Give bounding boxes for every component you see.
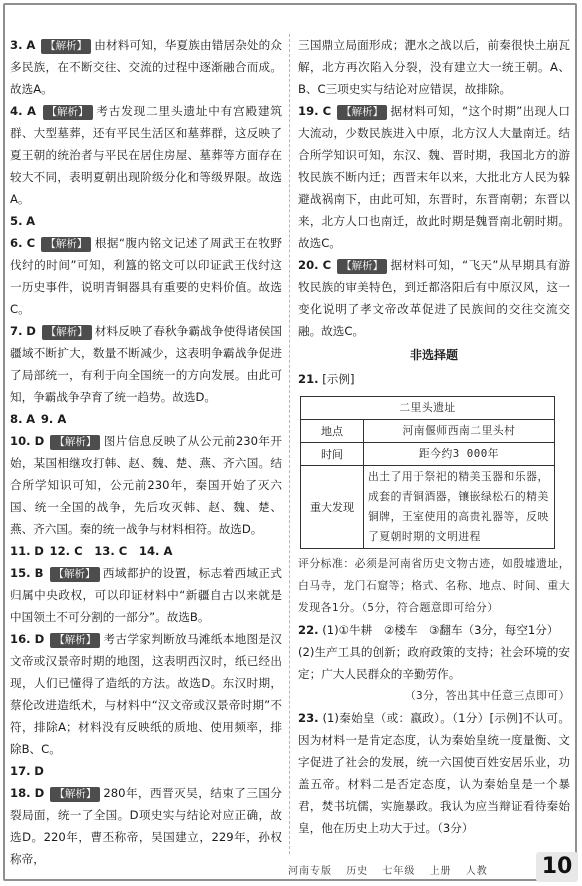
answer-item-18-continued <box>298 34 570 100</box>
answer-letter: B <box>34 566 44 580</box>
table-cell-key: 时间 <box>301 443 364 466</box>
answer-text: 图片信息反映了从公元前230年开始，某国相继攻打韩、赵、魏、楚、燕、齐六国。结合所学知识可知，公元前230年，秦国开始了灭六国、统一全国的战争，先后攻灭韩、赵、魏、楚、燕、齐六国。秦的统一战争与材料相符。故选D。 <box>10 434 283 536</box>
answer-letter: D <box>34 434 45 448</box>
answer-text: 考古学家判断放马滩纸本地图是汉文帝或汉景帝时期的地图，这表明西汉时，纸已经出现，人们已懂得了造纸的方法。故选D。东汉时期，蔡伦改进造纸术，与材料中“汉文帝或汉景帝时期”不符，排除A；材料没有反映纸的质地、使用频率，排除B、C。 <box>10 632 282 756</box>
answer-item-22-part2 <box>298 641 570 685</box>
answer-letter: D <box>26 324 36 338</box>
right-column <box>298 34 570 839</box>
grade-label: 七年级 <box>382 866 416 877</box>
answer-text: (2)生产工具的创新；政府政策的支持；社会环境的安定；广大人民群众的辛勤劳作。 <box>298 645 570 681</box>
answer-text: (1)①牛耕 ②楼车 ③翻车（3分，每空1分） <box>322 623 559 637</box>
answer-text: 280年，西晋灭吴，结束了三国分裂局面，统一了全国。D项史实与结论对应正确，故选D。220年，曹丕称帝，吴国建立，229年，孙权称帝， <box>10 786 282 866</box>
answer-letter: A <box>26 38 36 52</box>
book-info <box>288 862 488 877</box>
answer-item-20 <box>298 254 570 342</box>
publisher-label: 人教 <box>465 866 488 877</box>
question-number: 15. <box>10 566 31 580</box>
answer-letter: C <box>26 236 36 250</box>
answer-text: 9. A <box>40 412 67 426</box>
answer-text: 三国鼎立局面形成；淝水之战以后，前秦很快土崩瓦解，北方再次陷入分裂，没有建立大一统王朝。A、B、C三项史实与结论对应错误，故排除。 <box>298 38 570 96</box>
table-cell-value: 距今约3 000年 <box>364 443 555 466</box>
answer-text: 考古发现二里头遗址中有宫殿建筑群、大型墓葬，还有平民生活区和墓葬群，这反映了夏王朝的统治者与平民在居住房屋、墓葬等方面存在较大不同，表明夏朝出现阶级分化和等级界限。故选A。 <box>10 104 282 206</box>
table-cell-key: 重大发现 <box>301 466 364 549</box>
table-cell-key: 地点 <box>301 420 364 443</box>
question-number: 22. <box>298 623 319 637</box>
question-number: 8. <box>10 412 23 426</box>
answer-item-5 <box>10 210 282 232</box>
answer-item-8-9 <box>10 408 282 430</box>
answer-item-16 <box>10 628 282 760</box>
question-number: 17. <box>10 764 31 778</box>
analysis-tag: 【解析】 <box>50 435 100 450</box>
answer-item-18 <box>10 782 282 870</box>
analysis-tag: 【解析】 <box>50 787 100 802</box>
answer-item-6 <box>10 232 282 320</box>
answer-text: 西域都护的设置，标志着西域正式归属中央政权，可以印证材料中“新疆自古以来就是中国领土不可分割的一部分”。故选B。 <box>10 566 282 624</box>
analysis-tag: 【解析】 <box>50 567 100 582</box>
answer-item-17 <box>10 760 282 782</box>
answer-letter: A <box>26 214 36 228</box>
question-number: 18. <box>10 786 31 800</box>
scoring-standard <box>298 553 570 619</box>
table-cell-value: 河南偃师西南二里头村 <box>364 420 555 443</box>
question-number: 23. <box>298 711 319 725</box>
answer-item-3 <box>10 34 282 100</box>
answer-letter: A <box>27 104 36 118</box>
question-number: 11. <box>10 544 31 558</box>
column-divider <box>289 34 290 854</box>
answer-letter: D <box>34 786 45 800</box>
analysis-tag: 【解析】 <box>42 325 92 340</box>
analysis-tag: 【解析】 <box>337 259 387 274</box>
answer-item-22 <box>298 619 570 641</box>
answer-text: 根据“腹内铭文记述了周武王在牧野伐纣的时间”可知，利簋的铭文可以印证武王伐纣这一历史事件，说明青铜器具有重要的史料价值。故选C。 <box>10 236 282 316</box>
answer-text: 12. C 13. C 14. A <box>49 544 173 558</box>
analysis-tag: 【解析】 <box>41 237 91 252</box>
answer-text: 由材料可知，华夏族由错居杂处的众多民族，在不断交往、交流的过程中逐渐融合而成。故选A。 <box>10 38 283 96</box>
answer-item-11-14 <box>10 540 282 562</box>
answer-item-7 <box>10 320 282 408</box>
answer-text: 材料反映了春秋争霸战争使得诸侯国疆域不断扩大，数量不断减少，这表明争霸战争促进了局部统一，有利于向全国统一的方向发展。由此可知，争霸战争孕育了统一趋势。故选D。 <box>10 324 282 404</box>
analysis-tag: 【解析】 <box>43 105 93 120</box>
analysis-tag: 【解析】 <box>50 633 100 648</box>
answer-item-19 <box>298 100 570 254</box>
example-label: [示例] <box>322 372 355 386</box>
scoring-text: 评分标准：必须是河南省历史文物古迹，如殷墟遗址，白马寺，龙门石窟等；格式、名称、地点、时间、重大发现各1分。（5分，符合题意即可给分） <box>298 557 570 614</box>
question-number: 6. <box>10 236 23 250</box>
question-number: 4. <box>10 104 23 118</box>
table-header: 二里头遗址 <box>301 397 555 420</box>
question-number: 16. <box>10 632 31 646</box>
analysis-tag: 【解析】 <box>41 39 91 54</box>
question-number: 7. <box>10 324 23 338</box>
question-number: 20. <box>298 258 319 272</box>
answer-item-23 <box>298 707 570 839</box>
page-footer <box>0 854 582 882</box>
table-row <box>301 397 555 420</box>
answer-letter: D <box>34 632 45 646</box>
question-number: 5. <box>10 214 23 228</box>
question-number: 21. <box>298 372 319 386</box>
edition-label: 河南专版 <box>288 866 332 877</box>
answer-item-21 <box>298 368 570 390</box>
answer-letter: A <box>26 412 36 426</box>
answer-text: 据材料可知，“这个时期”出现人口大流动，少数民族进入中原，北方汉人大量南迁。结合所学知识可知，东汉、魏、晋时期，我国北方的游牧民族不断内迁；西晋末年以来，大批北方人民为躲避战祸南下，由此可知，东晋时，东晋南朝；东晋以来，北方人口也南迁，故此时期是魏晋南北朝时期。故选C。 <box>298 104 571 250</box>
question-number: 3. <box>10 38 23 52</box>
answer-text: (1)秦始皇（或：嬴政）。（1分）[示例]不认可。因为材料一是肯定态度，认为秦始皇统一度量衡、文字促进了社会的发展，统一六国使百姓安居乐业，功盖五帝。材料二是否定态度，认为秦始皇是一个暴君，焚书坑儒，实施暴政。我认为应当辩证看待秦始皇，他在历史上功大于过。（3分） <box>298 711 571 835</box>
volume-label: 上册 <box>429 866 452 877</box>
answer-item-4 <box>10 100 282 210</box>
page-number: 10 <box>541 854 573 879</box>
relic-table <box>300 396 555 549</box>
section-title: 非选择题 <box>409 348 458 362</box>
scoring-note: （3分，答出其中任意三点即可） <box>404 689 570 702</box>
analysis-tag: 【解析】 <box>337 105 387 120</box>
question-number: 10. <box>10 434 31 448</box>
left-column <box>10 34 282 870</box>
answer-letter: C <box>322 258 332 272</box>
answer-letter: D <box>34 544 44 558</box>
table-row <box>301 420 555 443</box>
table-row <box>301 466 555 549</box>
answer-item-15 <box>10 562 282 628</box>
answer-letter: C <box>322 104 332 118</box>
answer-item-10 <box>10 430 282 540</box>
answer-text: 据材料可知，“飞天”从早期具有游牧民族的审美特色，到迁都洛阳后有中原汉风，这一变化说明了孝文帝改革促进了民族间的交往交流交融。故选C。 <box>298 258 571 338</box>
subject-label: 历史 <box>346 866 369 877</box>
table-row <box>301 443 555 466</box>
answer-letter: D <box>34 764 44 778</box>
table-cell-value: 出土了用于祭祀的精美玉器和乐器，成套的青铜酒器，镶嵌绿松石的精美铜牌，王室使用的高贵礼器等，反映了夏朝时期的文明进程 <box>364 466 555 549</box>
question-number: 19. <box>298 104 319 118</box>
